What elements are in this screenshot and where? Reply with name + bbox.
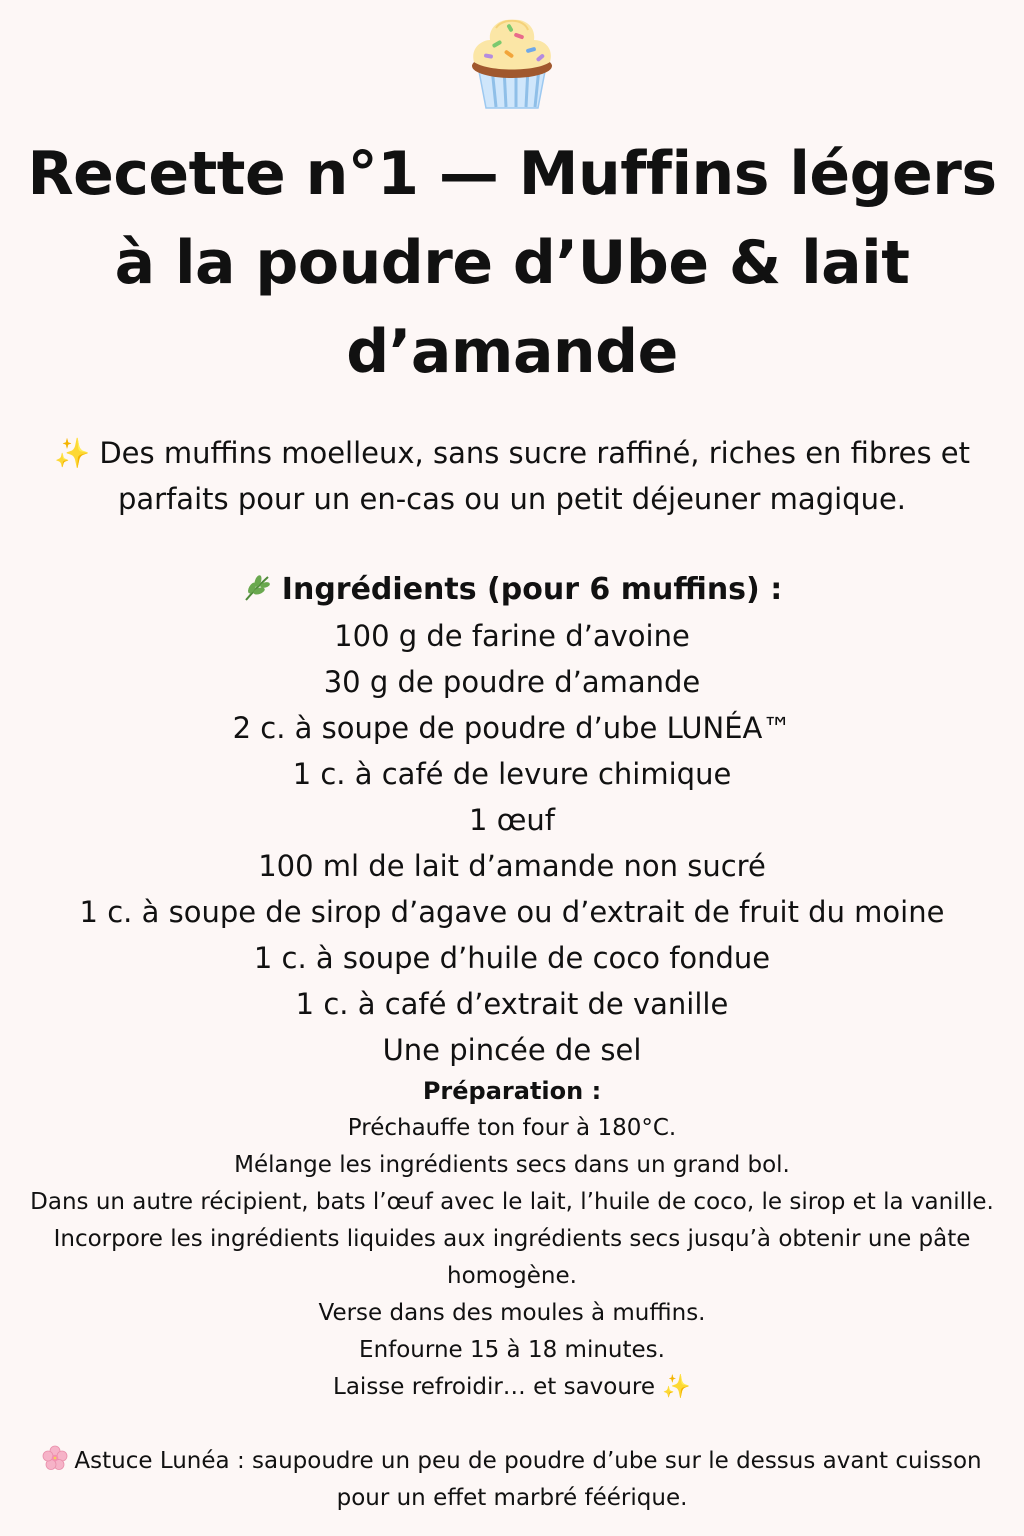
ingredient-item: 2 c. à soupe de poudre d’ube LUNÉA™ <box>232 711 792 745</box>
ingredient-item: 100 ml de lait d’amande non sucré <box>258 849 766 883</box>
ingredients-heading-text: Ingrédients (pour 6 muffins) : <box>281 572 783 607</box>
preparation-step: Dans un autre récipient, bats l’œuf avec le lait, l’huile de coco, le sirop et la vanille. <box>30 1189 994 1215</box>
tip-paragraph <box>40 1443 984 1517</box>
ingredient-item: Une pincée de sel <box>382 1033 642 1067</box>
tip-text: Astuce Lunéa : saupoudre un peu de poudre d’ube sur le dessus avant cuisson pour un effet marbré féérique. <box>74 1448 982 1511</box>
recipe-title: Recette n°1 — Muffins légers à la poudre d’Ube & lait d’amande <box>27 139 997 387</box>
preparation-step: Enfourne 15 à 18 minutes. <box>359 1337 665 1363</box>
preparation-step-text: Laisse refroidir… et savoure <box>333 1374 656 1400</box>
preparation-heading: Préparation : <box>422 1077 602 1105</box>
ingredient-item: 100 g de farine d’avoine <box>334 619 690 653</box>
preparation-step-final <box>16 1369 1008 1406</box>
preparation-step: Incorpore les ingrédients liquides aux ingrédients secs jusqu’à obtenir une pâte homogène. <box>53 1226 971 1289</box>
preparation-step: Mélange les ingrédients secs dans un grand bol. <box>234 1152 790 1178</box>
preparation-steps <box>16 1110 1008 1406</box>
cherry-blossom-icon <box>42 1445 68 1471</box>
cupcake-icon <box>466 10 558 110</box>
ingredients-heading <box>0 567 1024 613</box>
ingredient-item: 1 c. à soupe de sirop d’agave ou d’extrait de fruit du moine <box>79 895 945 929</box>
intro-text: Des muffins moelleux, sans sucre raffiné, riches en fibres et parfaits pour un en-cas ou un petit déjeuner magique. <box>99 436 970 516</box>
preparation-step: Verse dans des moules à muffins. <box>318 1300 706 1326</box>
intro-paragraph <box>12 430 1012 522</box>
sparkles-icon: ✨ <box>662 1374 691 1400</box>
ingredient-item: 1 œuf <box>469 803 555 837</box>
preparation-step: Préchauffe ton four à 180°C. <box>347 1115 677 1141</box>
ingredients-list <box>0 613 1024 1073</box>
ingredient-item: 1 c. à soupe d’huile de coco fondue <box>253 941 771 975</box>
herb-leaf-icon <box>242 573 272 603</box>
ingredient-item: 1 c. à café de levure chimique <box>292 757 732 791</box>
sparkles-icon: ✨ <box>54 436 91 470</box>
ingredient-item: 30 g de poudre d’amande <box>323 665 701 699</box>
ingredient-item: 1 c. à café d’extrait de vanille <box>295 987 729 1021</box>
